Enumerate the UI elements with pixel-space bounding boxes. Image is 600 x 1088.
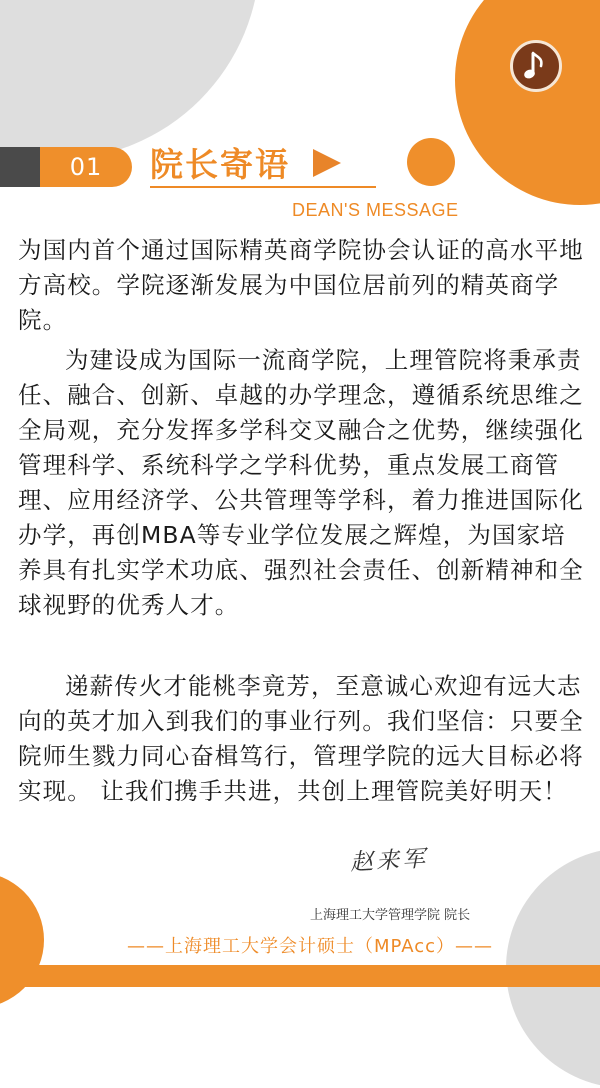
title-underline [150, 186, 376, 188]
music-toggle-button[interactable] [510, 40, 562, 92]
section-tab-dark-block [0, 147, 45, 187]
decorative-grey-circle-top-left [0, 0, 260, 160]
section-title: 院长寄语 [150, 145, 290, 184]
message-paragraph-1: 为国内首个通过国际精英商学院协会认证的高水平地方高校。学院逐渐发展为中国位居前列的精英商学院。 [18, 236, 584, 334]
message-paragraph-3: 递薪传火才能桃李竟芳，至意诚心欢迎有远大志向的英才加入到我们的事业行列。我们坚信：只要全院师生戮力同心奋楫笃行，管理学院的远大目标必将实现。 让我们携手共进，共创上理管院美好明天！ [18, 672, 584, 805]
section-number: 01 [69, 153, 103, 181]
footer-program-name: ——上海理工大学会计硕士（MPAcc）—— [126, 936, 494, 957]
decorative-orange-dot [407, 138, 455, 186]
play-arrow-icon [313, 149, 341, 177]
section-number-badge [40, 147, 132, 187]
decorative-orange-circle-top-right [455, 0, 600, 205]
dean-affiliation: 上海理工大学管理学院 院长 [310, 908, 471, 923]
decorative-orange-circle-bottom-left [0, 872, 44, 1008]
dean-signature: 赵来军 [349, 845, 429, 877]
music-note-icon [521, 49, 551, 83]
bottom-accent-bar [0, 965, 600, 987]
section-subtitle: DEAN'S MESSAGE [292, 200, 459, 220]
message-paragraph-2: 为建设成为国际一流商学院，上理管院将秉承责任、融合、创新、卓越的办学理念，遵循系统思维之全局观，充分发挥多学科交叉融合之优势，继续强化管理科学、系统科学之学科优势，重点发展工商管理、应用经济学、公共管理等学科，着力推进国际化办学，再创MBA等专业学位发展之辉煌，为国家培养具有扎实学术功底、强烈社会责任、创新精神和全球视野的优秀人才。 [18, 346, 584, 619]
